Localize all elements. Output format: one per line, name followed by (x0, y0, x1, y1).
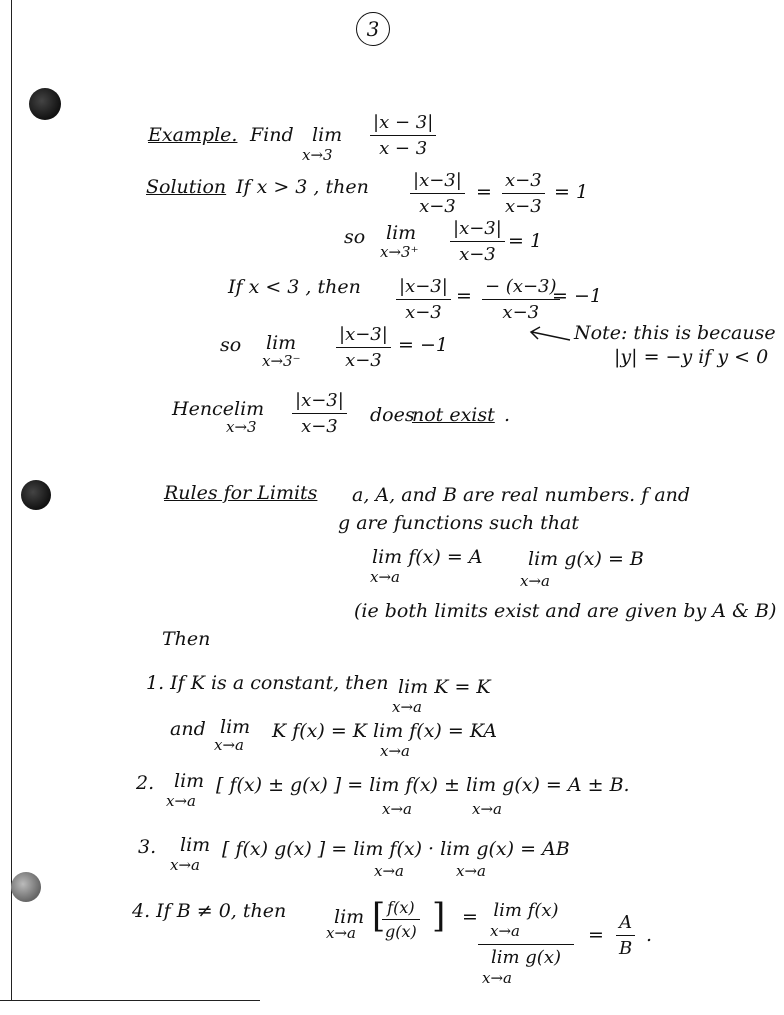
rule-3-sub: x→a (170, 856, 200, 874)
rule-4-A: A (616, 912, 635, 936)
rule-4-ab-fraction (616, 912, 635, 959)
solution-line3-num2: − (x−3) (482, 276, 560, 300)
rule-1b-sub: x→a (214, 736, 244, 754)
hence-num: |x−3| (292, 390, 347, 414)
rules-lim-g-sub: x→a (520, 572, 550, 590)
rule-4-big-den-wrap (478, 945, 574, 989)
rule-1b-lim: lim (220, 716, 251, 738)
rule-4-big-num: lim f(x) (493, 900, 559, 921)
example-num: |x − 3| (370, 112, 436, 136)
solution-line3-result: = −1 (552, 285, 602, 307)
solution-line2-so: so (344, 226, 366, 248)
rule-4-B: B (619, 938, 633, 959)
rules-lim-g: lim g(x) = B (528, 548, 644, 570)
rule-1b-sub2: x→a (380, 742, 410, 760)
solution-line1-fraction (410, 170, 465, 217)
solution-line2-den: x−3 (459, 244, 496, 265)
hence-sub: x→3 (226, 418, 257, 436)
hence-lim: lim (234, 398, 265, 420)
solution-line4-result: = −1 (398, 334, 448, 356)
binder-hole-bottom (11, 872, 41, 902)
rules-intro-2: g are functions such that (338, 512, 579, 534)
rules-intro-1: a, A, and B are real numbers. f and (352, 484, 691, 506)
solution-line1-num: |x−3| (410, 170, 465, 194)
solution-line2-sub: x→3⁺ (380, 243, 419, 261)
solution-line3-eq: = (456, 285, 472, 307)
solution-line1-result: = 1 (554, 181, 589, 203)
example-lim: lim (312, 124, 343, 146)
solution-line4-sub: x→3⁻ (262, 352, 301, 370)
rule-4-bracket-open: [ (372, 896, 386, 936)
hence-label: Hence (172, 398, 234, 420)
rule-1-text: 1. If K is a constant, then (146, 672, 389, 694)
rules-heading: Rules for Limits (164, 482, 318, 504)
rule-1-sub: x→a (392, 698, 422, 716)
example-fraction (370, 112, 436, 159)
solution-line4-den: x−3 (345, 350, 382, 371)
hence-period: . (504, 404, 511, 426)
rule-3-sub3: x→a (456, 862, 486, 880)
rule-4-big-num-sub: x→a (490, 922, 520, 940)
rule-3-sub2: x→a (374, 862, 404, 880)
example-find: Find (250, 124, 294, 146)
hence-den: x−3 (301, 416, 338, 437)
rule-4-bracket-close: ] (432, 896, 446, 936)
rules-lim-f: lim f(x) = A (372, 546, 483, 568)
rule-4-big-num-wrap (478, 900, 574, 945)
solution-line1-den2: x−3 (505, 196, 542, 217)
example-label: Example. (148, 124, 238, 146)
hence-not-exist: not exist (412, 404, 495, 426)
note-line-1: Note: this is because (574, 322, 776, 344)
solution-line4-so: so (220, 334, 242, 356)
solution-line1-eq: = (476, 181, 492, 203)
page-bottom-edge-line (0, 1000, 260, 1001)
rule-2-sub: x→a (166, 792, 196, 810)
example-den: x − 3 (379, 138, 428, 159)
rule-2-num: 2. (136, 772, 155, 794)
binder-hole-top (29, 88, 61, 120)
page-left-edge-line (11, 0, 12, 1000)
solution-line4-num: |x−3| (336, 324, 391, 348)
rule-4-text: 4. If B ≠ 0, then (132, 900, 287, 922)
note-arrow-icon (526, 326, 572, 346)
page-number-circle (356, 12, 390, 46)
solution-line2-num: |x−3| (450, 218, 505, 242)
solution-label: Solution (146, 176, 227, 198)
rule-1b-and: and (170, 718, 206, 740)
rule-4-inner-den: g(x) (385, 922, 417, 941)
rule-4-inner-fraction (382, 898, 420, 941)
solution-line4-lim: lim (266, 332, 297, 354)
hence-does: does (370, 404, 415, 426)
example-lim-sub: x→3 (302, 146, 333, 164)
rule-2-sub3: x→a (472, 800, 502, 818)
page-number: 3 (366, 17, 380, 41)
rule-2-expr: [ f(x) ± g(x) ] = lim f(x) ± lim g(x) = A ± B. (216, 774, 630, 796)
solution-line2-fraction (450, 218, 505, 265)
solution-line1-num2: x−3 (502, 170, 545, 194)
rule-3-expr: [ f(x) g(x) ] = lim f(x) · lim g(x) = AB (222, 838, 570, 860)
rules-paren-note: (ie both limits exist and are given by A & B) (354, 600, 777, 622)
rule-1-lim: lim K = K (398, 676, 491, 698)
solution-line1-fraction2 (502, 170, 545, 217)
note-line-2: |y| = −y if y < 0 (614, 346, 769, 368)
solution-line2-lim: lim (386, 222, 417, 244)
rule-3-num: 3. (138, 836, 157, 858)
rule-3-lim: lim (180, 834, 211, 856)
rule-4-big-fraction (478, 900, 574, 989)
rule-4-lim: lim (334, 906, 365, 928)
rule-2-sub2: x→a (382, 800, 412, 818)
solution-line3-fraction (396, 276, 451, 323)
rule-4-sub: x→a (326, 924, 356, 942)
rules-lim-f-sub: x→a (370, 568, 400, 586)
rule-4-inner-num: f(x) (382, 898, 420, 920)
solution-line3-num: |x−3| (396, 276, 451, 300)
solution-line3-fraction2 (482, 276, 560, 323)
solution-line2-result: = 1 (508, 230, 543, 252)
rule-4-big-den-sub: x→a (482, 969, 512, 987)
rule-1b-expr: K f(x) = K lim f(x) = KA (272, 720, 497, 742)
solution-line1-den: x−3 (419, 196, 456, 217)
rule-4-period: . (646, 924, 653, 946)
rule-4-eq: = (462, 906, 478, 928)
solution-line1-if: If x > 3 , then (236, 176, 369, 198)
rule-4-big-den: lim g(x) (490, 947, 562, 968)
rule-2-lim: lim (174, 770, 205, 792)
solution-line3-if: If x < 3 , then (228, 276, 361, 298)
rules-then: Then (162, 628, 211, 650)
solution-line3-den2: x−3 (502, 302, 540, 323)
binder-hole-middle (21, 480, 51, 510)
rule-4-eq2: = (588, 924, 604, 946)
solution-line4-fraction (336, 324, 391, 371)
solution-line3-den: x−3 (405, 302, 442, 323)
hence-fraction (292, 390, 347, 437)
